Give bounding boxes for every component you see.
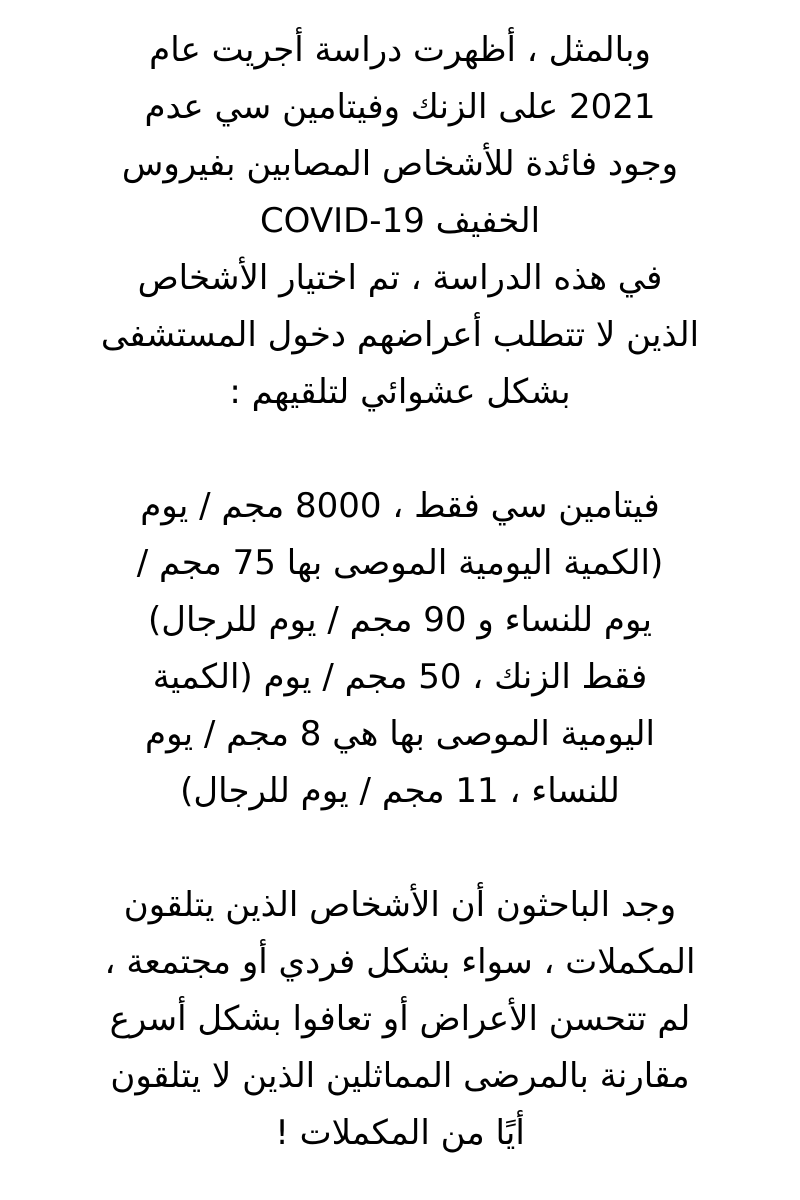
text-line: (الكمية اليومية الموصى بها 75 مجم / [136,543,664,583]
text-line: وجد الباحثون أن الأشخاص الذين يتلقون [123,885,677,925]
text-line: بشكل عشوائي لتلقيهم : [229,372,571,412]
text-line: لم تتحسن الأعراض أو تعافوا بشكل أسرع [109,999,691,1039]
paragraph-spacer [70,820,730,877]
text-line: اليومية الموصى بها هي 8 مجم / يوم [145,714,655,754]
text-line: يوم للنساء و 90 مجم / يوم للرجال) [147,600,653,640]
text-line: فقط الزنك ، 50 مجم / يوم (الكمية [152,657,648,697]
text-line: في هذه الدراسة ، تم اختيار الأشخاص [137,258,663,298]
findings-paragraph [70,877,730,1162]
dosage-paragraph [70,478,730,820]
intro-paragraph [70,22,730,421]
text-line: وجود فائدة للأشخاص المصابين بفيروس [121,144,679,184]
text-line: الخفيف COVID-19 [259,201,541,241]
text-line: أيًا من المكملات ! [275,1113,525,1153]
text-line: مقارنة بالمرضى المماثلين الذين لا يتلقون [110,1056,690,1096]
text-line: الذين لا تتطلب أعراضهم دخول المستشفى [100,315,700,355]
text-line: 2021 على الزنك وفيتامين سي عدم [144,87,656,127]
text-line: فيتامين سي فقط ، 8000 مجم / يوم [140,486,660,526]
text-line: المكملات ، سواء بشكل فردي أو مجتمعة ، [104,942,696,982]
paragraph-spacer [70,421,730,478]
text-line: للنساء ، 11 مجم / يوم للرجال) [180,771,620,811]
text-line: وبالمثل ، أظهرت دراسة أجريت عام [149,30,651,70]
